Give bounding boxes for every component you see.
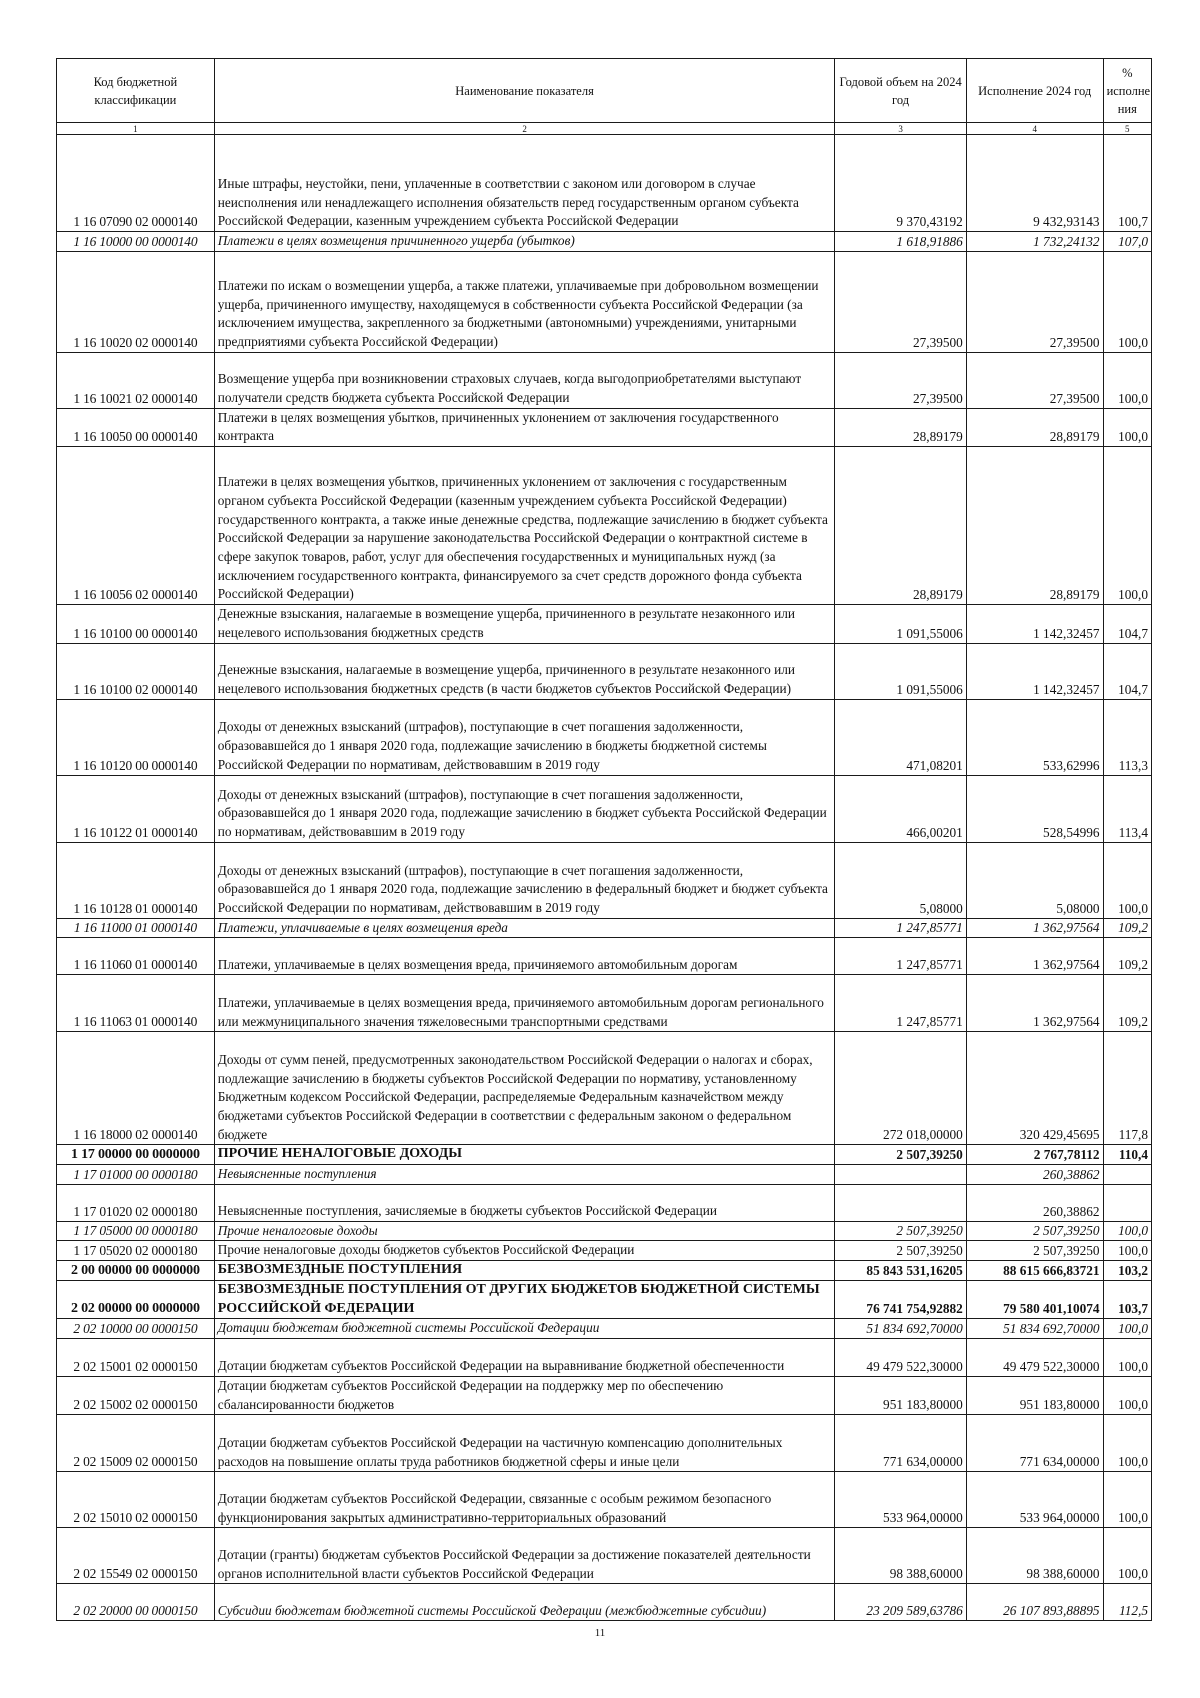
- row-plan: 2 507,39250: [835, 1221, 966, 1241]
- row-code: 1 17 00000 00 0000000: [57, 1145, 215, 1165]
- row-plan: 1 091,55006: [835, 643, 966, 699]
- row-name: Прочие неналоговые доходы бюджетов субъектов Российской Федерации: [214, 1241, 835, 1261]
- row-exec: 1 142,32457: [966, 643, 1103, 699]
- row-pct: 100,0: [1103, 1415, 1151, 1472]
- row-code: 1 17 05020 02 0000180: [57, 1241, 215, 1261]
- row-name: Платежи, уплачиваемые в целях возмещения вреда: [214, 918, 835, 938]
- row-pct: 100,0: [1103, 1221, 1151, 1241]
- row-exec: 49 479 522,30000: [966, 1338, 1103, 1376]
- row-pct: 100,0: [1103, 251, 1151, 352]
- row-plan: 951 183,80000: [835, 1376, 966, 1414]
- row-code: 1 16 10120 00 0000140: [57, 699, 215, 775]
- header-pct: % исполне ния: [1103, 59, 1151, 123]
- row-pct: 113,3: [1103, 699, 1151, 775]
- row-code: 1 16 10021 02 0000140: [57, 352, 215, 408]
- row-plan: 28,89179: [835, 447, 966, 605]
- row-exec: 951 183,80000: [966, 1376, 1103, 1414]
- row-plan: 2 507,39250: [835, 1241, 966, 1261]
- row-name: Доходы от сумм пеней, предусмотренных законодательством Российской Федерации о налогах и сборах, подлежащие зачислению в бюджеты субъектов Российской Федерации по нормативу, установленному Бюджетным кодексом Российской Федерации, распределяемые Федеральным казначейством между бюджетами субъектов Российской Федерации в соответствии с федеральным законом о федеральном бюджете: [214, 1032, 835, 1145]
- row-exec: 2 767,78112: [966, 1145, 1103, 1165]
- row-name: Платежи в целях возмещения убытков, причиненных уклонением от заключения государственного контракта: [214, 408, 835, 446]
- row-code: 2 02 15010 02 0000150: [57, 1472, 215, 1528]
- row-plan: [835, 1165, 966, 1185]
- column-number-4: 4: [966, 123, 1103, 135]
- row-code: 2 02 10000 00 0000150: [57, 1319, 215, 1339]
- table-row: [57, 1241, 1152, 1261]
- row-exec: 98 388,60000: [966, 1528, 1103, 1584]
- row-name: Платежи в целях возмещения причиненного ущерба (убытков): [214, 232, 835, 252]
- row-code: 2 02 15002 02 0000150: [57, 1376, 215, 1414]
- row-name: Дотации бюджетам субъектов Российской Федерации на выравнивание бюджетной обеспеченности: [214, 1338, 835, 1376]
- row-plan: 1 247,85771: [835, 918, 966, 938]
- table-row: [57, 605, 1152, 643]
- row-plan: [835, 1184, 966, 1221]
- row-exec: 9 432,93143: [966, 135, 1103, 232]
- row-pct: 109,2: [1103, 975, 1151, 1032]
- table-row: [57, 1280, 1152, 1318]
- row-plan: 27,39500: [835, 352, 966, 408]
- header-exec: Исполнение 2024 год: [966, 59, 1103, 123]
- row-name: Платежи по искам о возмещении ущерба, а также платежи, уплачиваемые при добровольном возмещении ущерба, причиненного имуществу, находящемуся в собственности субъекта Российской Федерации (за исключением имущества, закрепленного за бюджетными (автономными) учреждениями, унитарными предприятиями субъекта Российской Федерации): [214, 251, 835, 352]
- row-pct: 107,0: [1103, 232, 1151, 252]
- table-header: [57, 59, 1152, 135]
- row-plan: 2 507,39250: [835, 1145, 966, 1165]
- row-exec: 5,08000: [966, 842, 1103, 918]
- row-pct: 100,0: [1103, 1241, 1151, 1261]
- row-exec: 320 429,45695: [966, 1032, 1103, 1145]
- row-code: 1 16 11063 01 0000140: [57, 975, 215, 1032]
- row-name: Прочие неналоговые доходы: [214, 1221, 835, 1241]
- table-row: [57, 1319, 1152, 1339]
- table-row: [57, 251, 1152, 352]
- table-row: [57, 918, 1152, 938]
- row-code: 1 16 10050 00 0000140: [57, 408, 215, 446]
- row-pct: 110,4: [1103, 1145, 1151, 1165]
- row-pct: 100,0: [1103, 842, 1151, 918]
- row-code: 1 16 10128 01 0000140: [57, 842, 215, 918]
- table-row: [57, 1145, 1152, 1165]
- row-name: Платежи, уплачиваемые в целях возмещения вреда, причиняемого автомобильным дорогам: [214, 938, 835, 975]
- row-name: Субсидии бюджетам бюджетной системы Российской Федерации (межбюджетные субсидии): [214, 1584, 835, 1621]
- table-row: [57, 1472, 1152, 1528]
- row-plan: 1 247,85771: [835, 975, 966, 1032]
- row-exec: 1 142,32457: [966, 605, 1103, 643]
- row-name: Денежные взыскания, налагаемые в возмещение ущерба, причиненного в результате незаконного или нецелевого использования бюджетных средств: [214, 605, 835, 643]
- row-exec: 28,89179: [966, 447, 1103, 605]
- row-code: 2 02 15009 02 0000150: [57, 1415, 215, 1472]
- row-name: Дотации бюджетам субъектов Российской Федерации на частичную компенсацию дополнительных расходов на повышение оплаты труда работников бюджетной сферы и иные цели: [214, 1415, 835, 1472]
- row-exec: 28,89179: [966, 408, 1103, 446]
- row-code: 1 16 10122 01 0000140: [57, 775, 215, 842]
- row-exec: 1 362,97564: [966, 975, 1103, 1032]
- row-name: БЕЗВОЗМЕЗДНЫЕ ПОСТУПЛЕНИЯ: [214, 1261, 835, 1281]
- row-plan: 23 209 589,63786: [835, 1584, 966, 1621]
- table-row: [57, 408, 1152, 446]
- row-name: Невыясненные поступления, зачисляемые в бюджеты субъектов Российской Федерации: [214, 1184, 835, 1221]
- header-name: Наименование показателя: [214, 59, 835, 123]
- row-name: Платежи, уплачиваемые в целях возмещения вреда, причиняемого автомобильным дорогам регионального или межмуниципального значения тяжеловесными транспортными средствами: [214, 975, 835, 1032]
- row-pct: [1103, 1184, 1151, 1221]
- table-row: [57, 938, 1152, 975]
- row-pct: 103,2: [1103, 1261, 1151, 1281]
- table-row: [57, 699, 1152, 775]
- row-plan: 1 091,55006: [835, 605, 966, 643]
- row-plan: 28,89179: [835, 408, 966, 446]
- table-row: [57, 1415, 1152, 1472]
- row-code: 2 02 15001 02 0000150: [57, 1338, 215, 1376]
- row-plan: 471,08201: [835, 699, 966, 775]
- table-row: [57, 975, 1152, 1032]
- row-exec: 1 362,97564: [966, 918, 1103, 938]
- row-pct: 109,2: [1103, 938, 1151, 975]
- row-exec: 1 362,97564: [966, 938, 1103, 975]
- column-number-2: 2: [214, 123, 835, 135]
- row-plan: 49 479 522,30000: [835, 1338, 966, 1376]
- row-plan: 533 964,00000: [835, 1472, 966, 1528]
- budget-table: [56, 58, 1152, 1621]
- row-plan: 272 018,00000: [835, 1032, 966, 1145]
- row-plan: 1 618,91886: [835, 232, 966, 252]
- row-exec: 260,38862: [966, 1165, 1103, 1185]
- table-row: [57, 447, 1152, 605]
- row-name: Невыясненные поступления: [214, 1165, 835, 1185]
- row-exec: 51 834 692,70000: [966, 1319, 1103, 1339]
- table-row: [57, 232, 1152, 252]
- row-plan: 466,00201: [835, 775, 966, 842]
- row-exec: 27,39500: [966, 251, 1103, 352]
- row-code: 1 16 10100 02 0000140: [57, 643, 215, 699]
- table-row: [57, 352, 1152, 408]
- row-exec: 26 107 893,88895: [966, 1584, 1103, 1621]
- row-code: 2 02 15549 02 0000150: [57, 1528, 215, 1584]
- row-pct: 112,5: [1103, 1584, 1151, 1621]
- table-row: [57, 1528, 1152, 1584]
- row-pct: 100,0: [1103, 1319, 1151, 1339]
- row-plan: 1 247,85771: [835, 938, 966, 975]
- row-exec: 533 964,00000: [966, 1472, 1103, 1528]
- row-code: 1 16 10020 02 0000140: [57, 251, 215, 352]
- row-pct: 100,0: [1103, 1338, 1151, 1376]
- row-code: 1 16 11060 01 0000140: [57, 938, 215, 975]
- row-code: 1 17 01020 02 0000180: [57, 1184, 215, 1221]
- row-code: 2 02 20000 00 0000150: [57, 1584, 215, 1621]
- row-pct: 104,7: [1103, 643, 1151, 699]
- row-name: Возмещение ущерба при возникновении страховых случаев, когда выгодоприобретателями выступают получатели средств бюджета субъекта Российской Федерации: [214, 352, 835, 408]
- row-exec: 2 507,39250: [966, 1221, 1103, 1241]
- row-plan: 76 741 754,92882: [835, 1280, 966, 1318]
- row-pct: 100,0: [1103, 1376, 1151, 1414]
- row-pct: 100,0: [1103, 447, 1151, 605]
- row-exec: 1 732,24132: [966, 232, 1103, 252]
- table-row: [57, 1221, 1152, 1241]
- row-exec: 260,38862: [966, 1184, 1103, 1221]
- row-plan: 51 834 692,70000: [835, 1319, 966, 1339]
- table-row: [57, 1584, 1152, 1621]
- row-exec: 27,39500: [966, 352, 1103, 408]
- row-name: Дотации бюджетам бюджетной системы Российской Федерации: [214, 1319, 835, 1339]
- row-plan: 9 370,43192: [835, 135, 966, 232]
- row-plan: 771 634,00000: [835, 1415, 966, 1472]
- row-code: 1 16 07090 02 0000140: [57, 135, 215, 232]
- row-exec: 533,62996: [966, 699, 1103, 775]
- row-name: Доходы от денежных взысканий (штрафов), поступающие в счет погашения задолженности, образовавшейся до 1 января 2020 года, подлежащие зачислению в федеральный бюджет и бюджет субъекта Российской Федерации по нормативам, действовавшим в 2019 году: [214, 842, 835, 918]
- table-row: [57, 1165, 1152, 1185]
- row-pct: 100,7: [1103, 135, 1151, 232]
- row-name: Дотации бюджетам субъектов Российской Федерации на поддержку мер по обеспечению сбалансированности бюджетов: [214, 1376, 835, 1414]
- table-row: [57, 1261, 1152, 1281]
- row-name: БЕЗВОЗМЕЗДНЫЕ ПОСТУПЛЕНИЯ ОТ ДРУГИХ БЮДЖЕТОВ БЮДЖЕТНОЙ СИСТЕМЫ РОССИЙСКОЙ ФЕДЕРАЦИИ: [214, 1280, 835, 1318]
- row-name: Денежные взыскания, налагаемые в возмещение ущерба, причиненного в результате незаконного или нецелевого использования бюджетных средств (в части бюджетов субъектов Российской Федерации): [214, 643, 835, 699]
- row-code: 1 16 10056 02 0000140: [57, 447, 215, 605]
- row-code: 1 16 10000 00 0000140: [57, 232, 215, 252]
- row-pct: 103,7: [1103, 1280, 1151, 1318]
- row-code: 1 17 05000 00 0000180: [57, 1221, 215, 1241]
- row-code: 2 00 00000 00 0000000: [57, 1261, 215, 1281]
- row-pct: 109,2: [1103, 918, 1151, 938]
- row-exec: 528,54996: [966, 775, 1103, 842]
- row-name: Платежи в целях возмещения убытков, причиненных уклонением от заключения с государственным органом субъекта Российской Федерации (казенным учреждением субъекта Российской Федерации) государственного контракта, а также иные денежные средства, подлежащие зачислению в бюджет субъекта Российской Федерации за нарушение законодательства Российской Федерации о контрактной системе в сфере закупок товаров, работ, услуг для обеспечения государственных и муниципальных нужд (за исключением государственного контракта, финансируемого за счет средств дорожного фонда субъекта Российской Федерации): [214, 447, 835, 605]
- row-pct: 100,0: [1103, 1528, 1151, 1584]
- row-exec: 79 580 401,10074: [966, 1280, 1103, 1318]
- table-row: [57, 135, 1152, 232]
- row-pct: 100,0: [1103, 352, 1151, 408]
- row-code: 2 02 00000 00 0000000: [57, 1280, 215, 1318]
- header-plan: Годовой объем на 2024 год: [835, 59, 966, 123]
- table-row: [57, 1032, 1152, 1145]
- row-plan: 98 388,60000: [835, 1528, 966, 1584]
- row-name: Дотации (гранты) бюджетам субъектов Российской Федерации за достижение показателей деятельности органов исполнительной власти субъектов Российской Федерации: [214, 1528, 835, 1584]
- row-exec: 771 634,00000: [966, 1415, 1103, 1472]
- row-name: Доходы от денежных взысканий (штрафов), поступающие в счет погашения задолженности, образовавшейся до 1 января 2020 года, подлежащие зачислению в бюджет субъекта Российской Федерации по нормативам, действовавшим в 2019 году: [214, 775, 835, 842]
- row-name: ПРОЧИЕ НЕНАЛОГОВЫЕ ДОХОДЫ: [214, 1145, 835, 1165]
- table-row: [57, 1184, 1152, 1221]
- row-code: 1 16 11000 01 0000140: [57, 918, 215, 938]
- row-code: 1 16 18000 02 0000140: [57, 1032, 215, 1145]
- row-pct: 104,7: [1103, 605, 1151, 643]
- column-number-3: 3: [835, 123, 966, 135]
- row-name: Доходы от денежных взысканий (штрафов), поступающие в счет погашения задолженности, образовавшейся до 1 января 2020 года, подлежащие зачислению в бюджеты бюджетной системы Российской Федерации по нормативам, действовавшим в 2019 году: [214, 699, 835, 775]
- table-row: [57, 1376, 1152, 1414]
- column-number-1: 1: [57, 123, 215, 135]
- table-row: [57, 1338, 1152, 1376]
- table-row: [57, 842, 1152, 918]
- row-pct: 113,4: [1103, 775, 1151, 842]
- table-body: [57, 135, 1152, 1621]
- row-pct: [1103, 1165, 1151, 1185]
- row-plan: 85 843 531,16205: [835, 1261, 966, 1281]
- row-plan: 27,39500: [835, 251, 966, 352]
- row-pct: 100,0: [1103, 408, 1151, 446]
- row-code: 1 16 10100 00 0000140: [57, 605, 215, 643]
- column-number-5: 5: [1103, 123, 1151, 135]
- row-code: 1 17 01000 00 0000180: [57, 1165, 215, 1185]
- row-name: Дотации бюджетам субъектов Российской Федерации, связанные с особым режимом безопасного функционирования закрытых административно-территориальных образований: [214, 1472, 835, 1528]
- row-exec: 88 615 666,83721: [966, 1261, 1103, 1281]
- table-row: [57, 643, 1152, 699]
- table-row: [57, 775, 1152, 842]
- header-code: Код бюджетной классификации: [57, 59, 215, 123]
- row-name: Иные штрафы, неустойки, пени, уплаченные в соответствии с законом или договором в случае неисполнения или ненадлежащего исполнения обязательств перед государственным органом субъекта Российской Федерации, казенным учреждением субъекта Российской Федерации: [214, 135, 835, 232]
- row-exec: 2 507,39250: [966, 1241, 1103, 1261]
- row-pct: 117,8: [1103, 1032, 1151, 1145]
- page-number: 11: [594, 1627, 606, 1639]
- row-plan: 5,08000: [835, 842, 966, 918]
- row-pct: 100,0: [1103, 1472, 1151, 1528]
